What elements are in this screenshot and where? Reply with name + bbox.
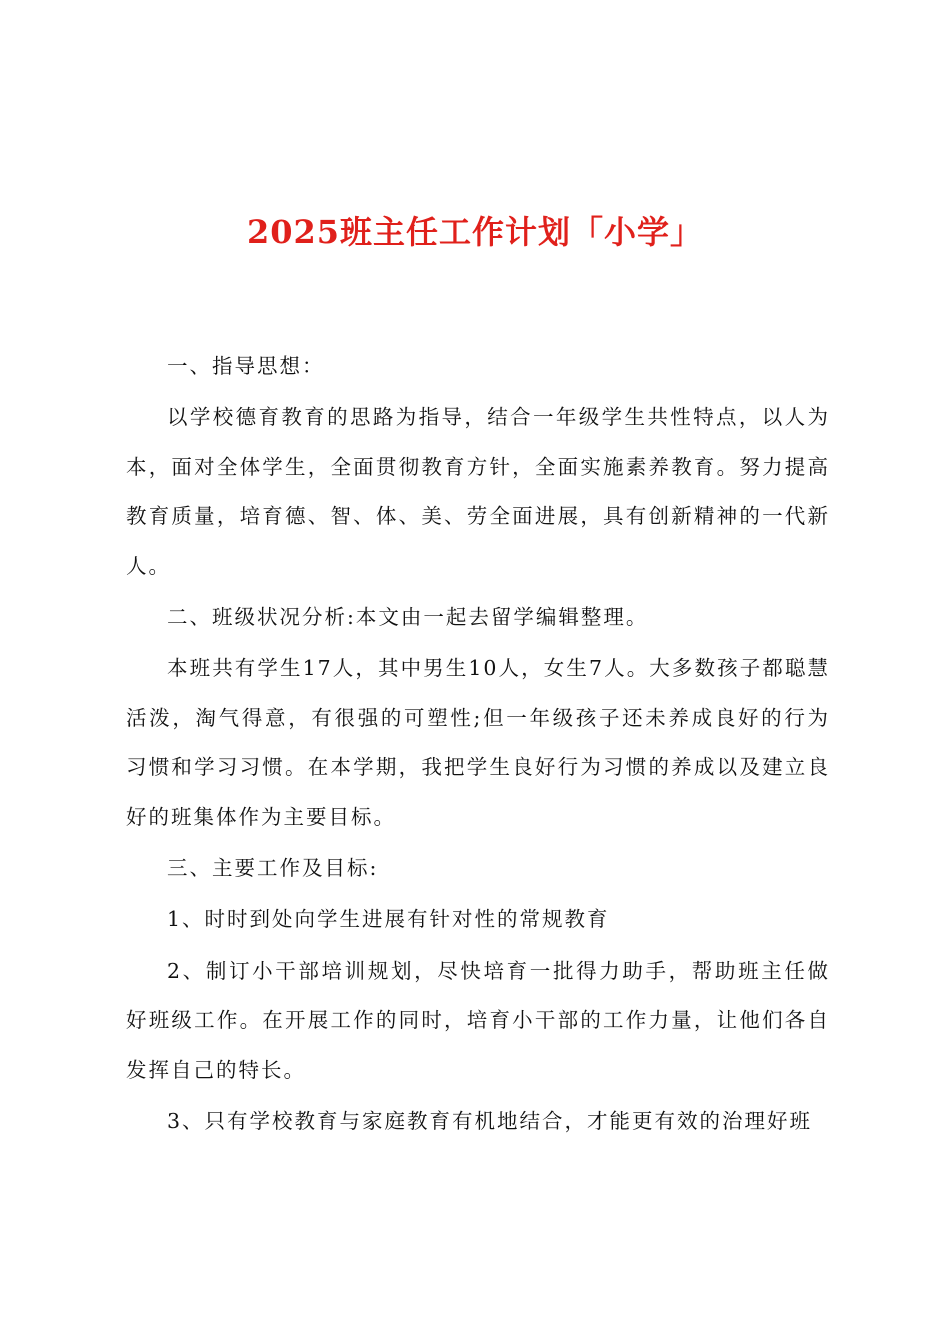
- list-item-1: 1、时时到处向学生进展有针对性的常规教育: [167, 907, 610, 932]
- section-heading-guiding-ideology: 一、指导思想：: [167, 354, 325, 378]
- paragraph-guiding-ideology: 以学校德育教育的思路为指导，结合一年级学生共性特点，以人为本，面对全体学生，全面贯彻教育方针，全面实施素养教育。努力提高教育质量，培育德、智、体、美、劳全面进展，具有创新精神的一代新人。: [126, 405, 830, 578]
- document-title: 2025班主任工作计划「小学」: [246, 213, 704, 251]
- paragraph-class-analysis: 本班共有学生17人，其中男生10人，女生7人。大多数孩子都聪慧活泼，淘气得意，有很强的可塑性;但一年级孩子还未养成良好的行为习惯和学习习惯。在本学期，我把学生良好行为习惯的养成以及建立良好的班集体作为主要目标。: [126, 656, 830, 829]
- document-body: [126, 342, 830, 1149]
- section-heading-class-analysis: 二、班级状况分析:本文由一起去留学编辑整理。: [167, 605, 649, 630]
- list-item-3: 3、只有学校教育与家庭教育有机地结合，才能更有效的治理好班: [167, 1109, 813, 1134]
- list-item-2: 2、制订小干部培训规划，尽快培育一批得力助手，帮助班主任做好班级工作。在开展工作的同时，培育小干部的工作力量，让他们各自发挥自己的特长。: [126, 958, 830, 1082]
- section-heading-main-work: 三、主要工作及目标:: [167, 856, 379, 881]
